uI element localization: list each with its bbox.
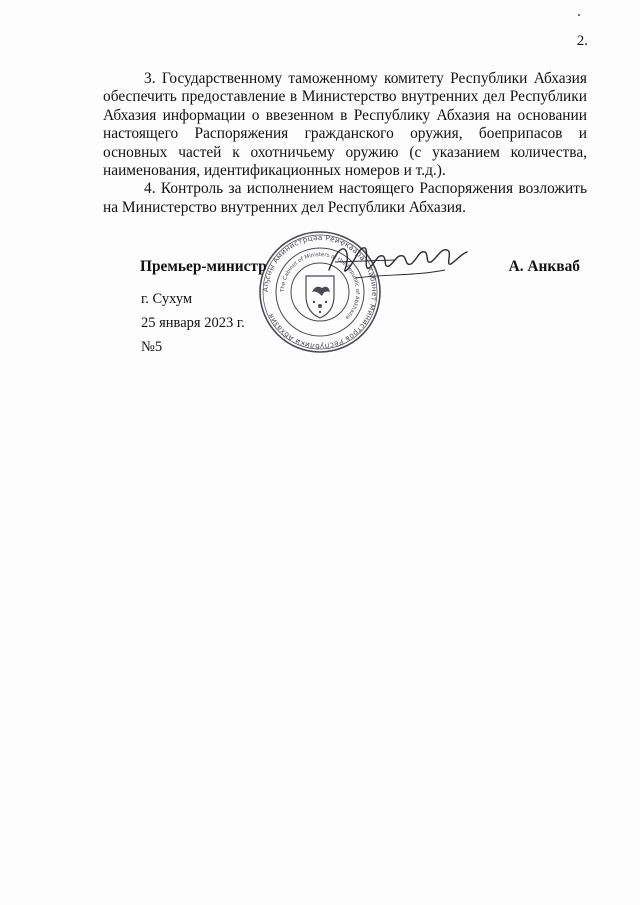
- signature-block: [140, 258, 580, 282]
- emblem-horseman-icon: [312, 287, 330, 296]
- stamp-outer-text: Аҧсны Аминистрцәа Реиҿкаара · Кабинет Министров Республики Абхазия: [260, 232, 380, 352]
- paragraph-3: 3. Государственному таможенному комитету Республики Абхазия обеспечить предоставление в Министерство внутренних дел Республики Абхазия информации о ввезенном в Республику Абхазия на основании настоящего Распоряжения гражданского оружия, боеприпасов и основных частей к охотничьему оружию (с указанием количества, наименования, идентификационных номеров и т.д.).: [103, 70, 587, 180]
- stamp-inner-text: The Cabinet of Ministers of the Republic of Abkhazia: [279, 251, 361, 321]
- paragraph-4: 4. Контроль за исполнением настоящего Распоряжения возложить на Министерство внутренних дел Республики Абхазия.: [103, 180, 587, 216]
- scan-mark: [578, 14, 580, 16]
- emblem-stars-icon: [313, 301, 327, 313]
- document-number: №5: [141, 339, 163, 355]
- document-city: г. Сухум: [141, 291, 193, 307]
- signatory-name: А. Анкваб: [508, 258, 580, 275]
- document-body: [103, 70, 587, 217]
- page-number: 2.: [576, 33, 588, 49]
- document-date: 25 января 2023 г.: [141, 315, 245, 331]
- signatory-title: Премьер-министр: [140, 258, 267, 275]
